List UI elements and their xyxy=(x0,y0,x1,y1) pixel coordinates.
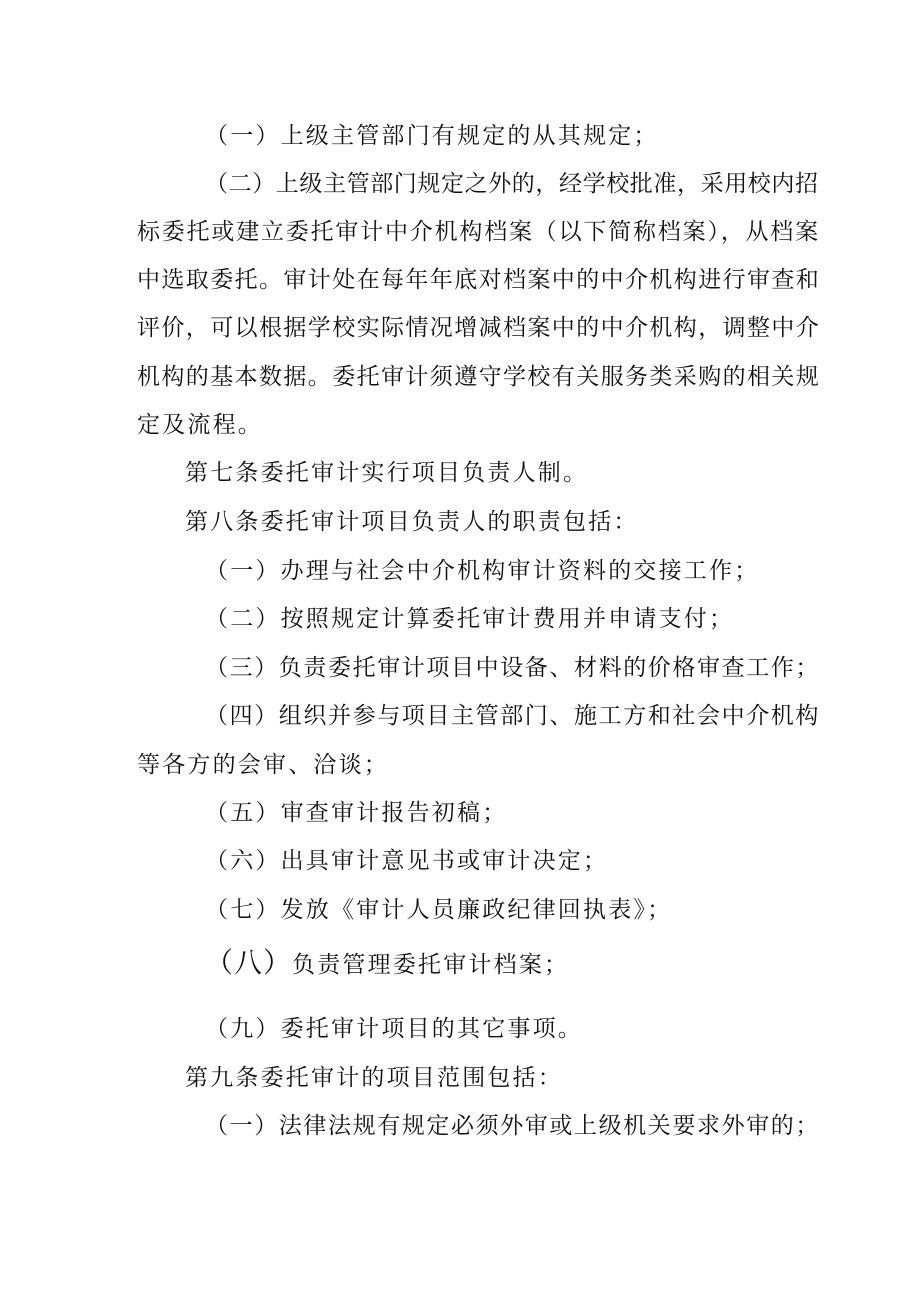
list-item: （三）负责委托审计项目中设备、材料的价格审查工作； xyxy=(205,655,820,681)
list-item: （六）出具审计意见书或审计决定； xyxy=(205,848,609,874)
list-item: （四）组织并参与项目主管部门、施工方和社会中介机构 xyxy=(205,703,820,729)
article-heading: 第九条委托审计的项目范围包括： xyxy=(185,1065,563,1091)
list-item: （二）按照规定计算委托审计费用并申请支付； xyxy=(205,606,735,632)
paragraph-line: 标委托或建立委托审计中介机构档案（以下简称档案），从档案 xyxy=(137,219,820,245)
list-item: （一）法律法规有规定必须外审或上级机关要求外审的； xyxy=(205,1113,820,1139)
article-heading: 第七条委托审计实行项目负责人制。 xyxy=(185,460,589,486)
list-item: （九）委托审计项目的其它事项。 xyxy=(205,1016,583,1042)
list-item: （五）审查审计报告初稿； xyxy=(205,800,508,826)
paragraph-line: 评价，可以根据学校实际情况增减档案中的中介机构，调整中介 xyxy=(137,315,821,341)
paragraph-line: 中选取委托。审计处在每年年底对档案中的中介机构进行审查和 xyxy=(137,267,821,293)
paragraph-line: （一）上级主管部门有规定的从其规定； xyxy=(205,123,659,149)
paragraph-line: 机构的基本数据。委托审计须遵守学校有关服务类采购的相关规 xyxy=(137,364,821,390)
list-item-marker: （八） xyxy=(205,946,293,979)
list-item: （七）发放《审计人员廉政纪律回执表》； xyxy=(205,897,673,923)
list-item-continuation: 等各方的会审、洽谈； xyxy=(137,752,389,778)
paragraph-line: （二）上级主管部门规定之外的，经学校批准，采用校内招 xyxy=(205,171,819,197)
list-item-text: 负责管理委托审计档案； xyxy=(292,952,570,978)
list-item: （一）办理与社会中介机构审计资料的交接工作； xyxy=(205,558,760,584)
list-item xyxy=(205,948,569,980)
article-heading: 第八条委托审计项目负责人的职责包括： xyxy=(185,509,639,535)
paragraph-line: 定及流程。 xyxy=(137,412,263,438)
